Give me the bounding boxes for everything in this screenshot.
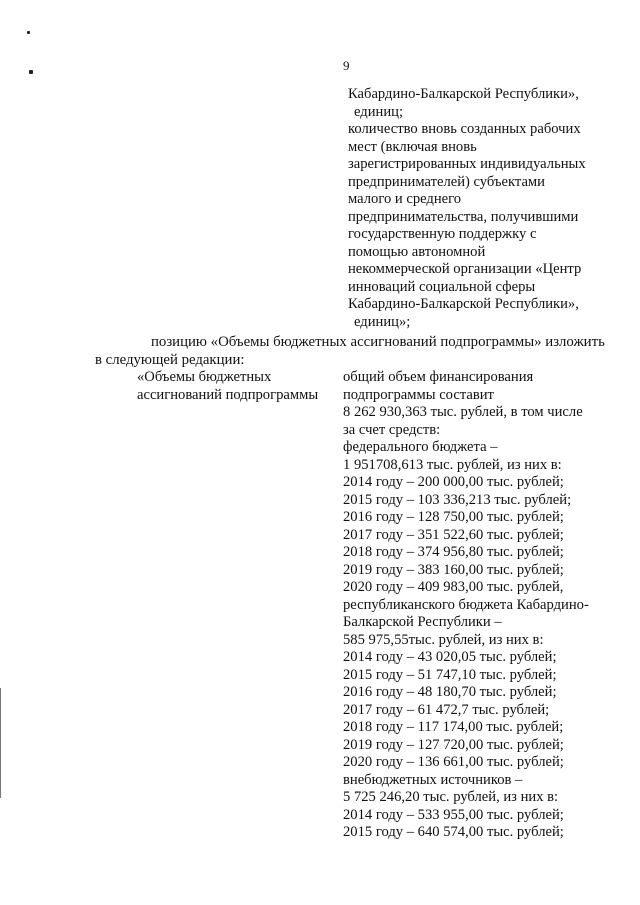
funding-value-line: республиканского бюджета Кабардино- (343, 596, 589, 613)
funding-value-line: 2018 году – 117 174,00 тыс. рублей; (343, 719, 564, 735)
continuation-line: единиц; (354, 103, 404, 120)
scan-mark-left (29, 70, 33, 74)
continuation-text (348, 86, 586, 331)
page-number: 9 (343, 58, 350, 73)
funding-value-line: 2014 году – 43 020,05 тыс. рублей; (343, 649, 557, 665)
continuation-line: государственную поддержку с (348, 226, 537, 242)
continuation-line: мест (включая вновь (348, 138, 477, 155)
continuation-line: инноваций социальной сферы (348, 278, 536, 295)
funding-row-label (137, 369, 318, 404)
funding-value-line: 2015 году – 103 336,213 тыс. рублей; (343, 491, 572, 508)
continuation-line: Кабардино-Балкарской Республики», (348, 86, 579, 102)
funding-value-line: 2020 году – 409 983,00 тыс. рублей, (343, 579, 564, 595)
instruction-line-2: в следующей редакции: (95, 352, 245, 368)
continuation-line: Кабардино-Балкарской Республики», (348, 296, 579, 312)
funding-value-line: 2019 году – 127 720,00 тыс. рублей; (343, 736, 564, 753)
instruction-line-1: позицию «Объемы бюджетных ассигнований подпрограммы» изложить (151, 334, 605, 350)
funding-value-line: подпрограммы составит (343, 386, 494, 403)
funding-value-line: общий объем финансирования (343, 369, 534, 385)
funding-value-line: Балкарской Республики – (343, 614, 502, 630)
funding-row-value (343, 369, 589, 842)
funding-value-line: 2020 году – 136 661,00 тыс. рублей; (343, 754, 564, 770)
funding-value-line: 2016 году – 128 750,00 тыс. рублей; (343, 509, 564, 525)
continuation-line: помощью автономной (348, 243, 486, 260)
funding-value-line: 2015 году – 640 574,00 тыс. рублей; (343, 824, 564, 840)
continuation-line: малого и среднего (348, 191, 462, 207)
funding-value-line: 2014 году – 200 000,00 тыс. рублей; (343, 474, 564, 490)
scan-edge-mark (0, 688, 1, 798)
funding-value-line: за счет средств: (343, 421, 441, 438)
continuation-line: единиц»; (354, 313, 411, 330)
funding-value-line: 2014 году – 533 955,00 тыс. рублей; (343, 806, 564, 823)
funding-label-line: «Объемы бюджетных (137, 369, 272, 385)
funding-value-line: внебюджетных источников – (343, 771, 523, 788)
continuation-line: предпринимательства, получившими (348, 208, 579, 225)
funding-value-line: 5 725 246,20 тыс. рублей, из них в: (343, 789, 559, 805)
funding-value-line: 2017 году – 351 522,60 тыс. рублей; (343, 526, 564, 543)
funding-value-line: 2018 году – 374 956,80 тыс. рублей; (343, 544, 564, 560)
scan-mark-top (27, 31, 30, 34)
continuation-line: некоммерческой организации «Центр (348, 261, 582, 277)
funding-value-line: федерального бюджета – (343, 439, 498, 455)
funding-value-line: 2016 году – 48 180,70 тыс. рублей; (343, 684, 557, 700)
funding-label-line: ассигнований подпрограммы (137, 386, 319, 403)
funding-value-line: 2017 году – 61 472,7 тыс. рублей; (343, 701, 550, 718)
continuation-line: зарегистрированных индивидуальных (348, 156, 586, 172)
funding-value-line: 1 951708,613 тыс. рублей, из них в: (343, 456, 562, 473)
funding-value-line: 2019 году – 383 160,00 тыс. рублей; (343, 561, 564, 578)
continuation-line: предпринимателей) субъектами (348, 173, 545, 190)
funding-value-line: 585 975,55тыс. рублей, из них в: (343, 631, 544, 648)
continuation-line: количество вновь созданных рабочих (348, 121, 581, 137)
funding-value-line: 2015 году – 51 747,10 тыс. рублей; (343, 666, 557, 683)
funding-value-line: 8 262 930,363 тыс. рублей, в том числе (343, 404, 583, 420)
